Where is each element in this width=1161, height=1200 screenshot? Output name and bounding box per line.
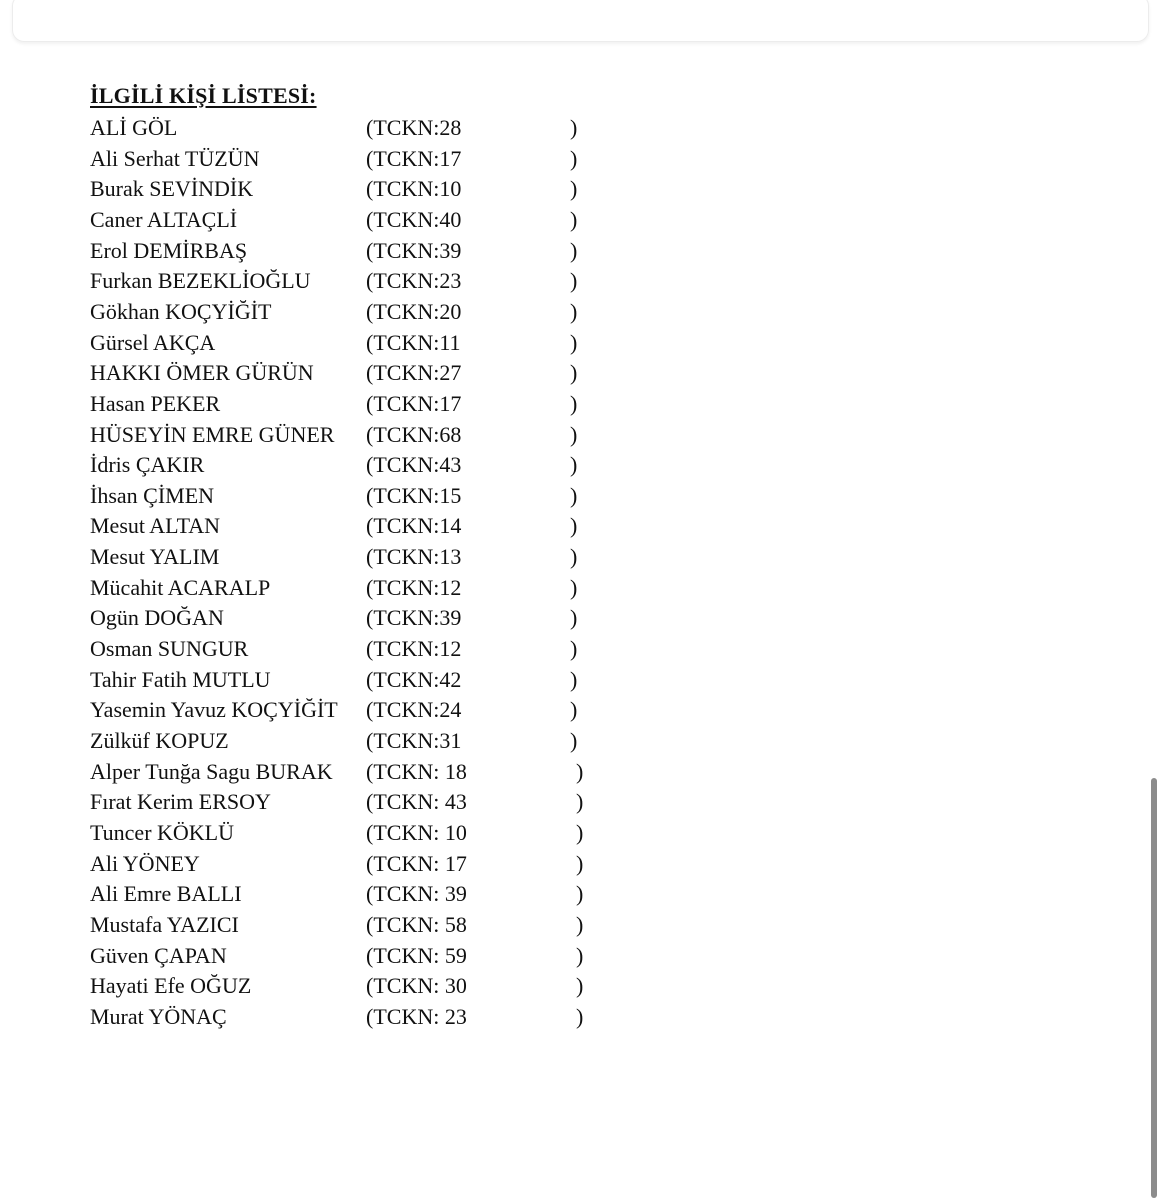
person-name: Hayati Efe OĞUZ <box>90 973 252 999</box>
list-item <box>0 603 700 633</box>
person-name: Furkan BEZEKLİOĞLU <box>90 268 311 294</box>
person-tckn: (TCKN:43 <box>366 452 462 478</box>
person-name: Tahir Fatih MUTLU <box>90 666 271 692</box>
person-name: İhsan ÇİMEN <box>90 482 215 508</box>
closing-parenthesis: ) <box>576 850 584 876</box>
person-tckn: (TCKN:23 <box>366 268 462 294</box>
person-tckn: (TCKN:68 <box>366 421 462 447</box>
list-item <box>0 205 700 235</box>
person-name: Osman SUNGUR <box>90 636 249 661</box>
closing-parenthesis: ) <box>576 758 584 784</box>
person-name: Yasemin Yavuz KOÇYİĞİT <box>90 697 338 723</box>
closing-parenthesis: ) <box>576 942 584 968</box>
person-name: Tuncer KÖKLÜ <box>90 819 235 845</box>
list-item <box>0 787 700 817</box>
list-item <box>0 481 700 511</box>
closing-parenthesis: ) <box>576 1003 584 1029</box>
person-name: Murat YÖNAÇ <box>90 1003 227 1029</box>
person-tckn: (TCKN:15 <box>366 482 462 508</box>
person-tckn: (TCKN:31 <box>366 728 462 753</box>
list-item <box>0 634 700 664</box>
person-tckn: (TCKN:12 <box>366 636 462 661</box>
list-item <box>0 818 700 848</box>
list-item <box>0 358 700 388</box>
list-item <box>0 420 700 450</box>
closing-parenthesis: ) <box>570 298 578 324</box>
person-tckn: (TCKN: 30 <box>366 973 467 999</box>
person-name: Gürsel AKÇA <box>90 329 216 355</box>
person-name: Güven ÇAPAN <box>90 942 227 968</box>
closing-parenthesis: ) <box>576 789 584 815</box>
closing-parenthesis: ) <box>570 482 578 508</box>
person-tckn: (TCKN: 39 <box>366 881 467 907</box>
closing-parenthesis: ) <box>570 176 578 202</box>
list-item <box>0 849 700 879</box>
person-tckn: (TCKN: 10 <box>366 819 467 845</box>
person-tckn: (TCKN:13 <box>366 544 462 570</box>
person-tckn: (TCKN:39 <box>366 237 462 263</box>
person-name: Ali Serhat TÜZÜN <box>90 145 260 171</box>
person-tckn: (TCKN:40 <box>366 206 462 232</box>
person-tckn: (TCKN: 43 <box>366 789 467 815</box>
closing-parenthesis: ) <box>570 360 578 386</box>
closing-parenthesis: ) <box>570 206 578 232</box>
list-item <box>0 450 700 480</box>
list-item <box>0 389 700 419</box>
closing-parenthesis: ) <box>570 390 578 416</box>
closing-parenthesis: ) <box>576 881 584 907</box>
person-tckn: (TCKN:24 <box>366 697 462 723</box>
person-tckn: (TCKN:28 <box>366 115 462 140</box>
person-tckn: (TCKN:27 <box>366 360 462 386</box>
closing-parenthesis: ) <box>570 666 578 692</box>
person-tckn: (TCKN:42 <box>366 666 462 692</box>
person-tckn: (TCKN:17 <box>366 145 462 171</box>
person-name: Mücahit ACARALP <box>90 574 271 600</box>
person-tckn: (TCKN:20 <box>366 298 462 324</box>
person-name: Alper Tunğa Sagu BURAK <box>90 758 333 784</box>
person-name: Caner ALTAÇLİ <box>90 206 238 232</box>
list-item <box>0 1002 700 1032</box>
list-item <box>0 941 700 971</box>
person-tckn: (TCKN:39 <box>366 605 462 631</box>
list-item <box>0 910 700 940</box>
closing-parenthesis: ) <box>576 973 584 999</box>
person-tckn: (TCKN: 17 <box>366 850 467 876</box>
person-tckn: (TCKN: 18 <box>366 758 467 784</box>
list-item <box>0 266 700 296</box>
person-name: İdris ÇAKIR <box>90 452 205 478</box>
person-name: Gökhan KOÇYİĞİT <box>90 298 272 324</box>
list-item <box>0 971 700 1001</box>
scrollbar[interactable] <box>1147 0 1161 1200</box>
closing-parenthesis: ) <box>570 329 578 355</box>
person-name: ALİ GÖL <box>90 115 178 140</box>
scrollbar-thumb[interactable] <box>1151 778 1157 1198</box>
list-item <box>0 236 700 266</box>
closing-parenthesis: ) <box>570 574 578 600</box>
list-item <box>0 573 700 603</box>
list-item <box>0 726 700 756</box>
closing-parenthesis: ) <box>570 115 578 140</box>
closing-parenthesis: ) <box>570 513 578 539</box>
person-tckn: (TCKN:10 <box>366 176 462 202</box>
closing-parenthesis: ) <box>570 605 578 631</box>
list-item <box>0 879 700 909</box>
person-tckn: (TCKN:17 <box>366 390 462 416</box>
person-name: Mustafa YAZICI <box>90 911 239 937</box>
list-item <box>0 695 700 725</box>
person-name: Fırat Kerim ERSOY <box>90 789 271 815</box>
list-item <box>0 174 700 204</box>
closing-parenthesis: ) <box>570 544 578 570</box>
person-tckn: (TCKN: 59 <box>366 942 467 968</box>
person-name: Erol DEMİRBAŞ <box>90 237 248 263</box>
closing-parenthesis: ) <box>570 421 578 447</box>
person-tckn: (TCKN: 23 <box>366 1003 467 1029</box>
person-name: Burak SEVİNDİK <box>90 176 254 202</box>
person-name: Hasan PEKER <box>90 390 221 416</box>
list-item <box>0 757 700 787</box>
list-heading: İLGİLİ KİŞİ LİSTESİ: <box>90 83 317 108</box>
person-name: HÜSEYİN EMRE GÜNER <box>90 421 335 447</box>
person-name: Ali YÖNEY <box>90 850 200 876</box>
person-tckn: (TCKN: 58 <box>366 911 467 937</box>
closing-parenthesis: ) <box>570 452 578 478</box>
person-tckn: (TCKN:14 <box>366 513 462 539</box>
person-name: Ogün DOĞAN <box>90 605 224 631</box>
person-tckn: (TCKN:12 <box>366 574 462 600</box>
person-name: Zülküf KOPUZ <box>90 728 229 753</box>
list-item <box>0 144 700 174</box>
closing-parenthesis: ) <box>570 728 578 753</box>
closing-parenthesis: ) <box>570 697 578 723</box>
list-item <box>0 297 700 327</box>
closing-parenthesis: ) <box>570 636 578 661</box>
list-item <box>0 113 700 143</box>
list-item <box>0 511 700 541</box>
closing-parenthesis: ) <box>576 911 584 937</box>
person-name: Mesut ALTAN <box>90 513 221 539</box>
closing-parenthesis: ) <box>576 819 584 845</box>
person-name: HAKKI ÖMER GÜRÜN <box>90 360 314 386</box>
person-name: Ali Emre BALLI <box>90 881 242 907</box>
closing-parenthesis: ) <box>570 145 578 171</box>
list-item <box>0 665 700 695</box>
list-item <box>0 328 700 358</box>
person-name: Mesut YALIM <box>90 544 220 570</box>
person-tckn: (TCKN:11 <box>366 329 461 355</box>
closing-parenthesis: ) <box>570 268 578 294</box>
closing-parenthesis: ) <box>570 237 578 263</box>
list-item <box>0 542 700 572</box>
